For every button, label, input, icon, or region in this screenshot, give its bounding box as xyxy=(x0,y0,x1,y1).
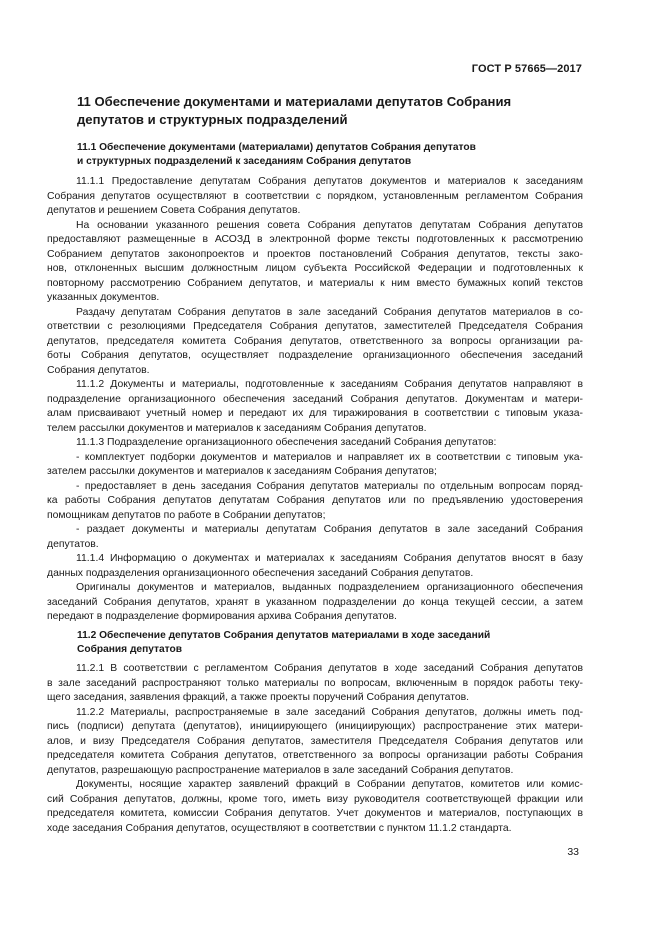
text-line: На основании указанного решения совета Собрания депутатов депутатам Собрания депутатов xyxy=(76,219,583,231)
paragraph xyxy=(47,778,583,836)
text-line: - раздает документы и материалы депутатам Собрания депутатов в зале заседаний Собрания xyxy=(76,524,583,535)
paragraph xyxy=(47,175,583,219)
text-line: данных подразделения организационного обеспечения заседаний Собрания депутатов. xyxy=(47,567,474,579)
subsection-body-11-1 xyxy=(47,175,583,625)
text-line: ходе заседания Собрания депутатов, осуществляют в соответствии с пунктом 11.1.2 стандарта. xyxy=(47,822,512,834)
subsection-title-11-1 xyxy=(77,141,597,169)
text-line: зателем рассылки документов и материалов к заседаниям Собрания депутатов; xyxy=(47,466,437,477)
text-line: 11.2.1 В соответствии с регламентом Собрания депутатов в ходе заседаний Собрания депутатов xyxy=(76,663,583,674)
text-line: депутатов, разрешающую распространение материалов в зале заседаний Собрания депутатов. xyxy=(47,764,514,776)
text-line: сий Собрания депутатов, должны, кроме того, иметь визу руководителя соответствующей фракции или xyxy=(47,793,583,805)
text-line: председателя комитета Собрания депутатов, ответственного за вопросы организации работы Собрания xyxy=(47,750,583,761)
text-line: Оригиналы документов и материалов, выданных подразделением организационного обеспечения xyxy=(76,582,583,593)
text-line: помощникам депутатов по работе в Собрании депутатов; xyxy=(47,509,326,521)
text-line: нов, отклоненных высшим должностным лицом субъекта Российской Федерации и подготовленных к xyxy=(47,263,583,274)
paragraph xyxy=(47,706,583,779)
text-line: депутатов, председателя комитета Собрания депутатов, ответственного за вопросы организации ра- xyxy=(47,335,583,347)
text-line: предоставляют размещенные в АСОЗД в электронной форме тексты подготовленных к рассмотрению xyxy=(47,234,583,245)
text-line: 11.1.3 Подразделение организационного обеспечения заседаний Собрания депутатов: xyxy=(76,437,497,448)
subsection-title-11-2 xyxy=(77,629,597,657)
text-line: Документы, носящие характер заявлений фракций в Собрании депутатов, комитетов или комис- xyxy=(76,779,583,790)
text-line: в зале заседаний распространяют только материалы по вопросам, включенным в порядок работы теку- xyxy=(47,677,583,689)
text-line: депутатов и решением Совета Собрания депутатов. xyxy=(47,205,301,216)
text-line: указанных документов. xyxy=(47,292,160,303)
text-line: депутатов. xyxy=(47,538,99,550)
text-line: Собрания депутатов осуществляют в соответствии с порядком, установленным регламентом Собрания xyxy=(47,190,583,202)
paragraph xyxy=(47,662,583,706)
text-line: ка работы Собрания депутатов депутатам Собрания депутатов или по предъявлению удостоверения xyxy=(47,495,583,506)
paragraph xyxy=(47,219,583,306)
text-line: пись (подписи) депутата (депутатов), инициирующего (инициирующих) распространение этих матери- xyxy=(47,721,583,732)
text-line: передают в подразделение формирования архива Собрания депутатов. xyxy=(47,611,397,622)
text-line: повторному рассмотрению Собранием депутатов, и материалы к ним вместо бумажных копий текстов xyxy=(47,277,583,289)
paragraph xyxy=(47,306,583,379)
standard-designation: ГОСТ Р 57665—2017 xyxy=(471,63,582,75)
text-line: 11.2.2 Материалы, распространяемые в зале заседаний Собрания депутатов, должны иметь под- xyxy=(76,706,583,718)
section-title xyxy=(77,93,597,129)
text-line: телем рассылки документов и материалов к заседаниям Собрания депутатов. xyxy=(47,422,427,434)
text-line: Собранием депутатов законопроектов и проектов постановлений Собрания депутатов, тексты зако- xyxy=(47,248,583,260)
text-line: заседаний Собрания депутатов, хранят в указанном подразделении до конца текущей сессии, а затем xyxy=(47,596,583,608)
text-line: щего заседания, заявления фракций, а также проекты поручений Собрания депутатов. xyxy=(47,692,470,703)
page-number: 33 xyxy=(567,846,579,858)
text-line: алов, и визу Председателя Собрания депутатов, заместителя Председателя Собрания депутатов или xyxy=(47,735,583,747)
text-line: ответствии с резолюциями Председателя Собрания депутатов, заместителей Председателя Собрания xyxy=(47,321,583,332)
text-line: - предоставляет в день заседания Собрания депутатов материалы по отдельным вопросам поряд- xyxy=(76,480,583,492)
section-title-line: 11 Обеспечение документами и материалами депутатов Собрания xyxy=(77,94,512,109)
subsection-title-line: 11.2 Обеспечение депутатов Собрания депутатов материалами в ходе заседаний xyxy=(77,630,491,641)
paragraph xyxy=(47,451,583,480)
text-line: 11.1.4 Информацию о документах и материалах к заседаниям Собрания депутатов вносят в базу xyxy=(76,553,583,564)
text-line: председателя комитета, комиссии Собрания депутатов. Учет документов и материалов, поступающих в xyxy=(47,808,583,819)
paragraph xyxy=(47,552,583,581)
text-line: Раздачу депутатам Собрания депутатов в зале заседаний Собрания депутатов материалов в со- xyxy=(76,306,583,318)
paragraph xyxy=(47,480,583,524)
paragraph xyxy=(47,581,583,625)
paragraph xyxy=(47,378,583,436)
subsection-title-line: Собрания депутатов xyxy=(77,644,183,655)
subsection-body-11-2 xyxy=(47,662,583,836)
text-line: подразделение организационного обеспечения заседаний Собрания депутатов. Документам и матери- xyxy=(47,393,583,405)
subsection-title-line: 11.1 Обеспечение документами (материалами) депутатов Собрания депутатов xyxy=(77,142,476,153)
paragraph xyxy=(47,523,583,552)
text-line: Собрания депутатов. xyxy=(47,364,150,376)
text-line: 11.1.1 Предоставление депутатам Собрания депутатов документов и материалов к заседаниям xyxy=(76,176,583,187)
text-line: - комплектует подборки документов и материалов и направляет их в соответствии с типовым ука- xyxy=(76,451,583,463)
text-line: боты Собрания депутатов, осуществляет подразделение организационного обеспечения заседаний xyxy=(47,350,583,361)
text-line: алам присваивают учетный номер и передают их для тиражирования в соответствии с типовым указа- xyxy=(47,408,583,419)
subsection-title-line: и структурных подразделений к заседаниям Собрания депутатов xyxy=(77,156,412,167)
text-line: 11.1.2 Документы и материалы, подготовленные к заседаниям Собрания депутатов направляют в xyxy=(76,379,583,390)
paragraph xyxy=(47,436,583,451)
section-title-line: депутатов и структурных подразделений xyxy=(77,112,348,127)
